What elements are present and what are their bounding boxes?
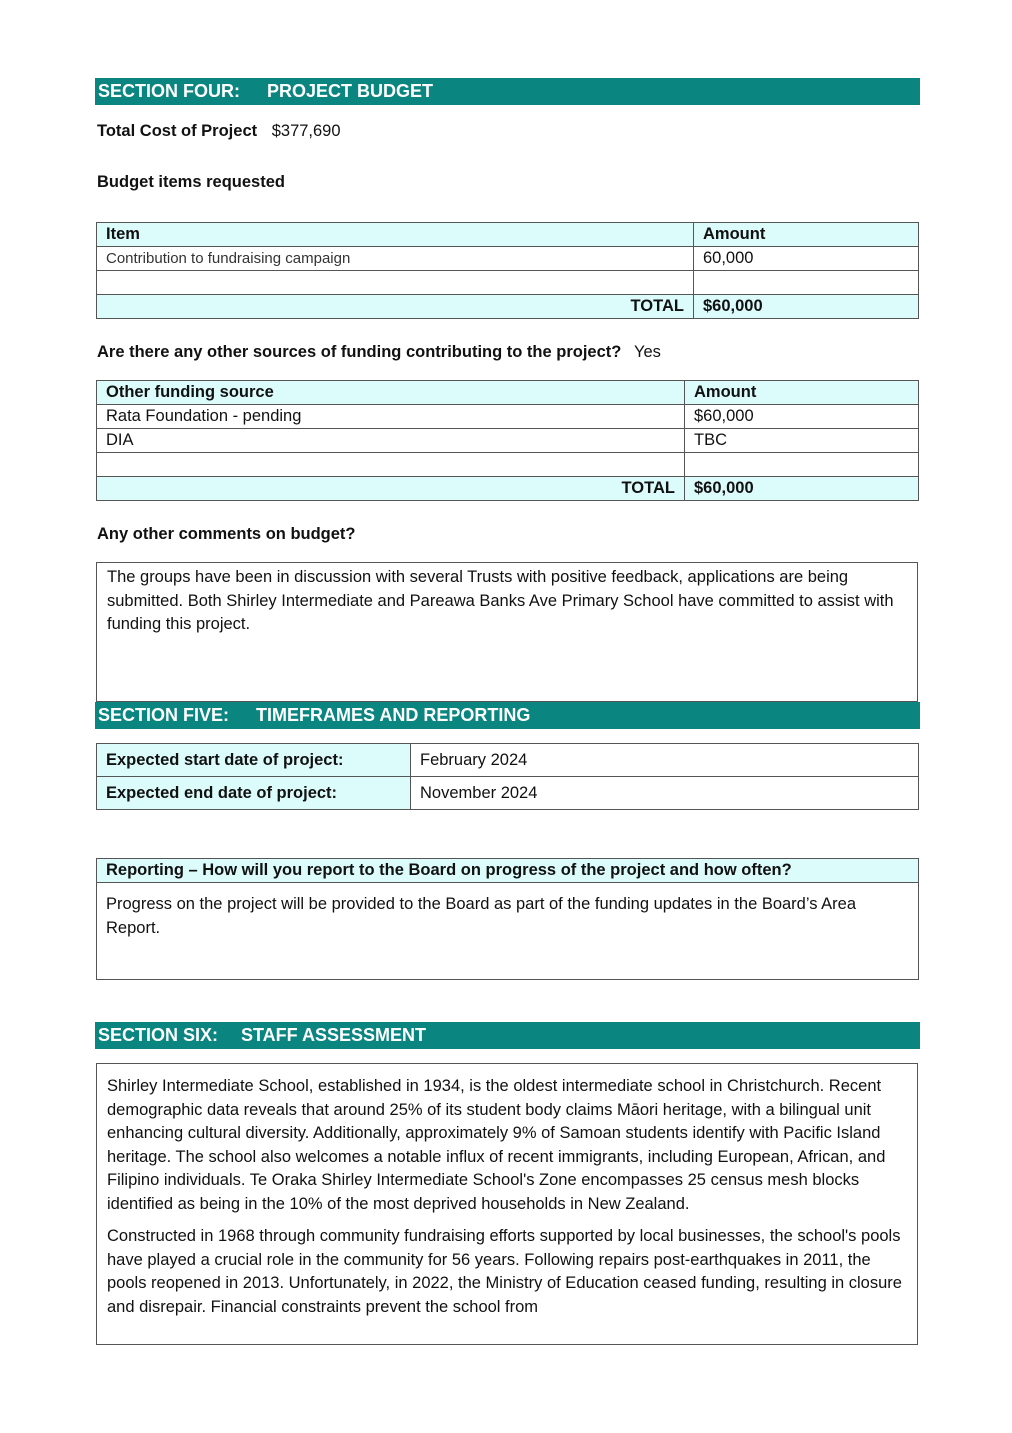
budget-col-amount: Amount xyxy=(694,223,919,247)
table-row xyxy=(97,247,919,271)
funding-amount-cell: $60,000 xyxy=(685,405,919,429)
section-four-header xyxy=(95,78,920,105)
total-cost-line xyxy=(97,122,341,141)
timeframe-table xyxy=(96,743,919,810)
start-date-label: Expected start date of project: xyxy=(97,744,411,777)
section-six-header xyxy=(95,1022,920,1049)
funding-col-amount: Amount xyxy=(685,381,919,405)
comments-box xyxy=(96,562,918,702)
budget-items-heading: Budget items requested xyxy=(97,173,285,191)
start-date-value: February 2024 xyxy=(411,744,919,777)
funding-table-header xyxy=(97,381,919,405)
funding-table xyxy=(96,380,919,501)
section-five-header xyxy=(95,702,920,729)
timeframe-start-row xyxy=(97,744,919,777)
funding-total-row xyxy=(97,477,919,501)
budget-total-value: $60,000 xyxy=(694,295,919,319)
other-sources-line xyxy=(97,343,661,362)
reporting-answer-row xyxy=(97,883,919,980)
end-date-value: November 2024 xyxy=(411,777,919,810)
budget-table-header xyxy=(97,223,919,247)
funding-source-cell xyxy=(97,453,685,477)
timeframe-end-row xyxy=(97,777,919,810)
table-row xyxy=(97,271,919,295)
table-row xyxy=(97,429,919,453)
funding-amount-cell: TBC xyxy=(685,429,919,453)
staff-assessment-paragraph: Constructed in 1968 through community fundraising efforts supported by local businesses, the school's pools have played a crucial role in the community for 56 years. Following repairs post-earthquakes in 2011, the pools reopened in 2013. Unfortunately, in 2022, the Ministry of Education ceased funding, resulting in closure and disrepair. Financial constraints prevent the school from xyxy=(107,1227,902,1316)
reporting-answer: Progress on the project will be provided to the Board as part of the funding updates in the Board’s Area Report. xyxy=(97,883,919,980)
section-four-title: PROJECT BUDGET xyxy=(267,81,434,101)
funding-total-label: TOTAL xyxy=(97,477,685,501)
budget-total-row xyxy=(97,295,919,319)
budget-item-cell xyxy=(97,271,694,295)
staff-assessment-box xyxy=(96,1063,918,1345)
budget-total-label: TOTAL xyxy=(97,295,694,319)
reporting-table xyxy=(96,858,919,980)
budget-amount-cell xyxy=(694,271,919,295)
funding-source-cell: DIA xyxy=(97,429,685,453)
comments-question: Any other comments on budget? xyxy=(97,525,356,543)
comments-text: The groups have been in discussion with several Trusts with positive feedback, applications are being submitted. Both Shirley Intermediate and Pareawa Banks Ave Primary School have committed to assist with funding this project. xyxy=(107,568,894,633)
section-five-number: SECTION FIVE: xyxy=(98,705,230,725)
section-six-number: SECTION SIX: xyxy=(98,1025,219,1045)
reporting-header-row xyxy=(97,859,919,883)
reporting-question: Reporting – How will you report to the Board on progress of the project and how often? xyxy=(97,859,919,883)
funding-total-value: $60,000 xyxy=(685,477,919,501)
staff-assessment-paragraph: Shirley Intermediate School, established in 1934, is the oldest intermediate school in Christchurch. Recent demographic data reveals that around 25% of its student body claims Māori heritage, with a bilingual unit enhancing cultural diversity. Additionally, approximately 9% of Samoan students identify with Pacific Island heritage. The school also welcomes a notable influx of recent immigrants, including European, African, and Filipino individuals. Te Oraka Shirley Intermediate School's Zone encompasses 25 census mesh blocks identified as being in the 10% of the most deprived households in New Zealand. xyxy=(107,1077,886,1213)
total-cost-label: Total Cost of Project xyxy=(97,122,258,140)
section-five-title: TIMEFRAMES AND REPORTING xyxy=(256,705,531,725)
budget-item-cell: Contribution to fundraising campaign xyxy=(97,247,694,271)
funding-source-cell: Rata Foundation - pending xyxy=(97,405,685,429)
budget-table xyxy=(96,222,919,319)
section-six-title: STAFF ASSESSMENT xyxy=(241,1025,427,1045)
other-sources-answer: Yes xyxy=(633,343,661,361)
other-sources-question: Are there any other sources of funding contributing to the project? xyxy=(97,343,622,361)
funding-amount-cell xyxy=(685,453,919,477)
total-cost-value: $377,690 xyxy=(271,122,341,140)
funding-col-source: Other funding source xyxy=(97,381,685,405)
table-row xyxy=(97,405,919,429)
budget-col-item: Item xyxy=(97,223,694,247)
table-row xyxy=(97,453,919,477)
section-four-number: SECTION FOUR: xyxy=(98,81,240,101)
end-date-label: Expected end date of project: xyxy=(97,777,411,810)
budget-amount-cell: 60,000 xyxy=(694,247,919,271)
